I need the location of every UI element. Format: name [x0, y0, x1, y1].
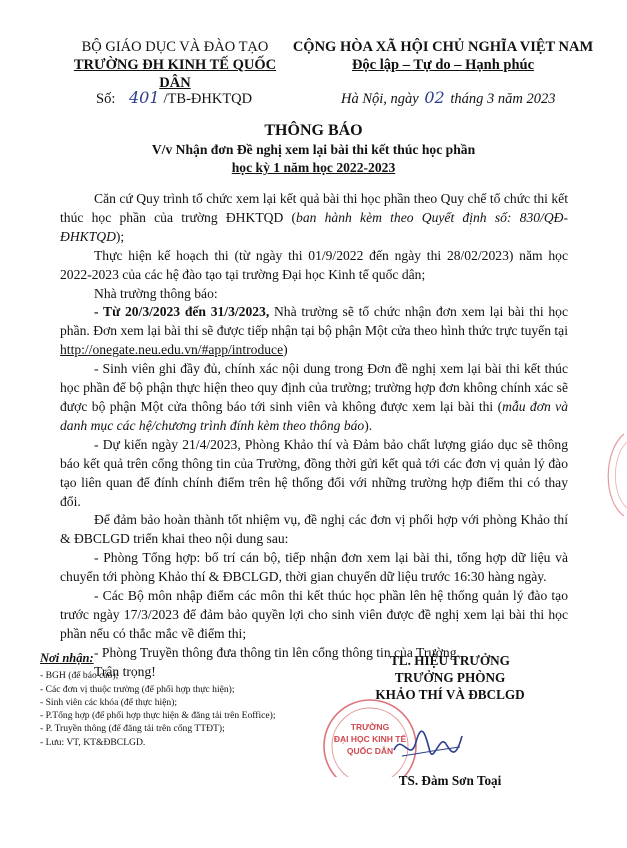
signer-name: TS. Đàm Sơn Toại — [398, 773, 502, 788]
ministry-name: BỘ GIÁO DỤC VÀ ĐÀO TẠO — [81, 39, 269, 55]
paragraph-communication: - Phòng Truyền thông đưa thông tin lên cổng thông tin của Trường. — [94, 644, 460, 660]
svg-text:QUỐC DÂN: QUỐC DÂN — [346, 746, 394, 756]
recipient-item: - Các đơn vị thuộc trường (để phối hợp thực hiện); — [40, 683, 235, 695]
recipients-block — [40, 652, 340, 749]
official-stamp — [306, 692, 466, 777]
signature-title-1: TL. HIỆU TRƯỞNG — [390, 653, 510, 668]
date-day-handwritten: 02 — [424, 88, 445, 107]
recipient-item: - Sinh viên các khóa (để thực hiện); — [40, 696, 178, 708]
subject-line-2: học kỳ 1 năm học 2022-2023 — [231, 160, 396, 175]
paragraph-dates: - Từ 20/3/2023 đến 31/3/2023, Nhà trường sẽ tổ chức nhận đơn xem lại bài thi học phần. Đơn xem lại bài thi sẽ được tiếp nhận tại bộ phận Một cửa theo hình thức trực tuyến tại http://onegate.neu.edu.vn/#app/introduce) — [60, 304, 569, 358]
svg-text:ĐẠI HỌC KINH TẾ: ĐẠI HỌC KINH TẾ — [333, 734, 407, 744]
paragraph-coordination: Để đảm bảo hoàn thành tốt nhiệm vụ, đề nghị các đơn vị phối hợp với phòng Khảo thí & ĐBCLGD triển khai theo nội dung sau: — [60, 512, 568, 547]
doc-number-handwritten: 401 — [128, 88, 160, 107]
subject-line-1: V/v Nhận đơn Đề nghị xem lại bài thi kết thúc học phần — [151, 142, 476, 157]
recipient-item: - Lưu: VT, KT&ĐBCLGD. — [40, 736, 146, 748]
document-body — [60, 190, 568, 682]
paragraph-closing: Trân trọng! — [94, 663, 156, 679]
paragraph-student-form: - Sinh viên ghi đầy đủ, chính xác nội dung trong Đơn đề nghị xem lại bài thi kết thúc học phần để bộ phận thực hiện theo quy định của trường; trường hợp đơn không chính xác sẽ được bộ phận Một cửa thông báo tới sinh viên và không được xem lại bài thi (mẫu đơn và danh mục các hệ/chương trình đính kèm theo thông báo). — [60, 361, 569, 433]
svg-text:TRƯỜNG: TRƯỜNG — [350, 722, 390, 732]
paragraph-plan: Thực hiện kế hoạch thi (từ ngày thi 01/9/2022 đến ngày thi 28/02/2023) năm học 2022-2023 của các hệ đào tạo tại trường Đại học Kinh tế quốc dân; — [60, 247, 568, 282]
recipient-item: - P. Truyền thông (để đăng tải trên cổng TTĐT); — [40, 723, 225, 735]
page-title: THÔNG BÁO — [264, 122, 363, 139]
recipient-item: - BGH (để báo cáo); — [40, 670, 119, 682]
paragraph-announce: Nhà trường thông báo: — [94, 285, 218, 301]
doc-date: Hà Nội, ngày 02 tháng 3 năm 2023 — [341, 88, 556, 107]
signature-title-2: TRƯỞNG PHÒNG — [394, 670, 506, 685]
onegate-link[interactable]: http://onegate.neu.edu.vn/#app/introduce — [60, 342, 284, 358]
signature-title-3: KHẢO THÍ VÀ ĐBCLGD — [375, 687, 525, 702]
edge-stamp-mark — [596, 430, 627, 520]
header-right — [288, 38, 598, 74]
paragraph-general-office: - Phòng Tổng hợp: bố trí cán bộ, tiếp nhận đơn xem lại bài thi, tổng hợp dữ liệu và chuyển tới phòng Khảo thí & ĐBCLGD, thời gian chuyển dữ liệu trước 16:30 hàng ngày. — [60, 550, 568, 585]
paragraph-departments: - Các Bộ môn nhập điểm các môn thi kết thúc học phần lên hệ thống quản lý đào tạo trước ngày 17/3/2023 để đảm bảo quyền lợi cho sinh viên được đề nghị xem lại bài thi học phần nếu có thắc mắc về điểm thi; — [60, 588, 568, 641]
paragraph-results: - Dự kiến ngày 21/4/2023, Phòng Khảo thí và Đảm bảo chất lượng giáo dục sẽ thông báo kết quả trên cổng thông tin của Trường, đồng thời gửi kết quả tới các đơn vị quản lý đào tạo liên quan để đính chính điểm trên hệ thống đối với những trường hợp điểm thi có thay đổi. — [60, 436, 568, 509]
country-name: CỘNG HÒA XÃ HỘI CHỦ NGHĨA VIỆT NAM — [292, 39, 594, 55]
recipients-title: Nơi nhận: — [40, 651, 94, 665]
recipient-item: - P.Tổng hợp (để phối hợp thực hiện & đăng tải trên Eoffice); — [40, 710, 276, 722]
university-name: TRƯỜNG ĐH KINH TẾ QUỐC DÂN — [73, 57, 277, 91]
doc-number: Số: 401 /TB-ĐHKTQD — [96, 88, 253, 107]
header-left — [60, 38, 290, 92]
paragraph-basis: Căn cứ Quy trình tổ chức xem lại kết quả bài thi học phần theo Quy chế tổ chức thi kết thúc học phần của trường ĐHKTQD (ban hành kèm theo Quyết định số: 830/QĐ-ĐHKTQD); — [60, 191, 568, 244]
motto: Độc lập – Tự do – Hạnh phúc — [351, 57, 535, 73]
